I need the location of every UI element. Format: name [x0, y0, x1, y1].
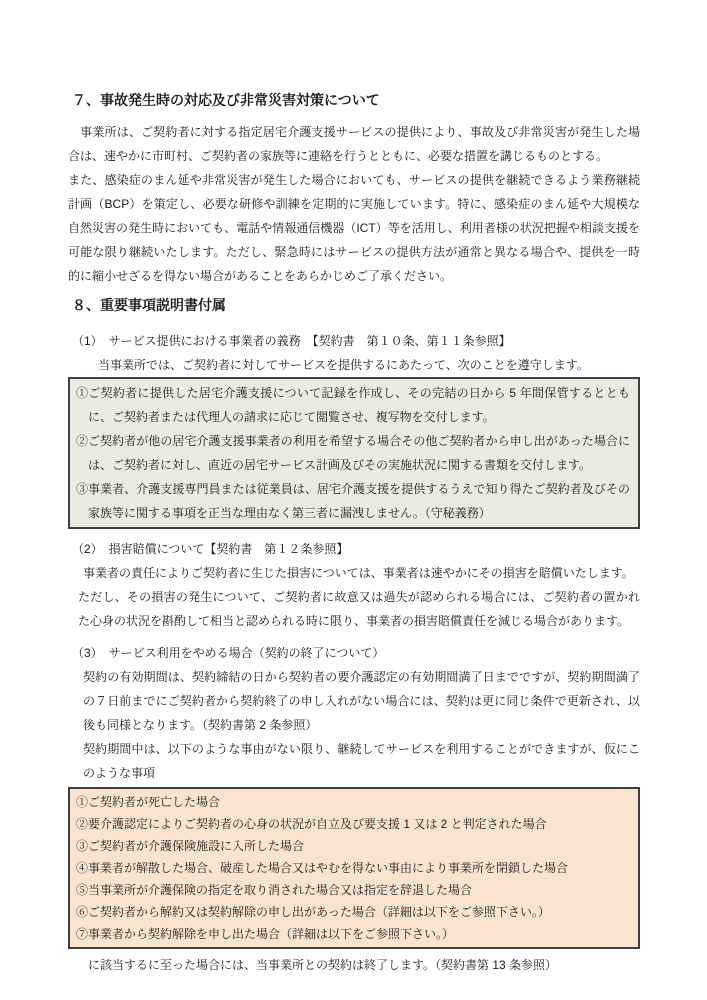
- section-7-heading: ７、事故発生時の対応及び非常災害対策について: [72, 92, 380, 108]
- contract-termination-box: [68, 787, 640, 949]
- termination-item: ⑥ご契約者から解約又は契約解除の申し出があった場合（詳細は以下をご参照下さい。）: [76, 905, 550, 919]
- termination-item: ③ご契約者が介護保険施設に入所した場合: [76, 839, 305, 853]
- subsection-3-closing: に該当するに至った場合には、当事業所との契約は終了します。（契約書第 13 条参照）: [88, 958, 558, 972]
- obligation-item: ②ご契約者が他の居宅介護支援事業者の利用を希望する場合その他ご契約者から申し出があった場合には、ご契約者に対し、直近の居宅サービス計画及びその実施状況に関する書類を交付します。: [76, 434, 630, 472]
- obligation-item: ③事業者、介護支援専門員または従業員は、居宅介護支援を提供するうえで知り得たご契約者及びその家族等に関する事項を正当な理由なく第三者に漏洩しません。（守秘義務）: [76, 482, 630, 520]
- termination-item: ⑤当事業所が介護保険の指定を取り消された場合又は指定を辞退した場合: [76, 883, 473, 897]
- section-8-heading: ８、重要事項説明書付属: [72, 297, 226, 313]
- subsection-2-paragraph-2: ただし、その損害の発生について、ご契約者に故意又は過失が認められる場合には、ご契約者の置かれた心身の状況を斟酌して相当と認められる時に限り、事業者の損害賠償責任を減じる場合があります。: [78, 590, 640, 628]
- subsection-1-heading: （1） サービス提供における事業者の義務 【契約書 第１０条、第１１条参照】: [72, 334, 511, 348]
- subsection-2-heading: （2） 損害賠償について【契約書 第１２条参照】: [72, 542, 349, 556]
- termination-item: ⑦事業者から契約解除を申し出た場合（詳細は以下をご参照下さい。）: [76, 927, 455, 941]
- termination-item: ②要介護認定によりご契約者の心身の状況が自立及び要支援 1 又は 2 と判定された場合: [76, 817, 547, 831]
- termination-item: ①ご契約者が死亡した場合: [76, 795, 221, 809]
- section-7-paragraph-1: 事業所は、ご契約者に対する指定居宅介護支援サービスの提供により、事故及び非常災害が発生した場合は、速やかに市町村、ご契約者の家族等に連絡を行うとともに、必要な措置を講じるものとする。: [68, 125, 640, 163]
- section-7-paragraph-2: また、感染症のまん延や非常災害が発生した場合においても、サービスの提供を継続できるよう業務継続計画（BCP）を策定し、必要な研修や訓練を定期的に実施しています。特に、感染症のまん延や大規模な自然災害の発生時においても、電話や情報通信機器（ICT）等を活用し、利用者様の状況把握や相談支援を可能な限り継続いたします。ただし、緊急時にはサービスの提供方法が通常と異なる場合や、提供を一時的に縮小せざるを得ない場合があることをあらかじめご了承ください。: [68, 173, 640, 283]
- subsection-3-paragraph-2: 契約期間中は、以下のような事由がない限り、継続してサービスを利用することができますが、仮にこのような事項: [83, 742, 640, 780]
- provider-obligations-box: [68, 377, 640, 529]
- obligation-item: ①ご契約者に提供した居宅介護支援について記録を作成し、その完結の日から 5 年間保管するとともに、ご契約者または代理人の請求に応じて閲覧させ、複写物を交付します。: [76, 386, 630, 424]
- subsection-2-paragraph-1: 事業者の責任によりご契約者に生じた損害については、事業者は速やかにその損害を賠償いたします。: [83, 566, 634, 580]
- subsection-3-paragraph-1: 契約の有効期間は、契約締結の日から契約者の要介護認定の有効期間満了日までですが、契約期間満了の７日前までにご契約者から契約終了の申し入れがない場合には、契約は更に同じ条件で更新され、以後も同様となります。（契約書第 2 条参照）: [83, 670, 640, 732]
- subsection-3-heading: （3） サービス利用をやめる場合（契約の終了について）: [72, 646, 385, 660]
- termination-item: ④事業者が解散した場合、破産した場合又はやむを得ない事由により事業所を閉鎖した場合: [76, 861, 569, 875]
- subsection-1-intro: 当事業所では、ご契約者に対してサービスを提供するにあたって、次のことを遵守します。: [98, 358, 589, 372]
